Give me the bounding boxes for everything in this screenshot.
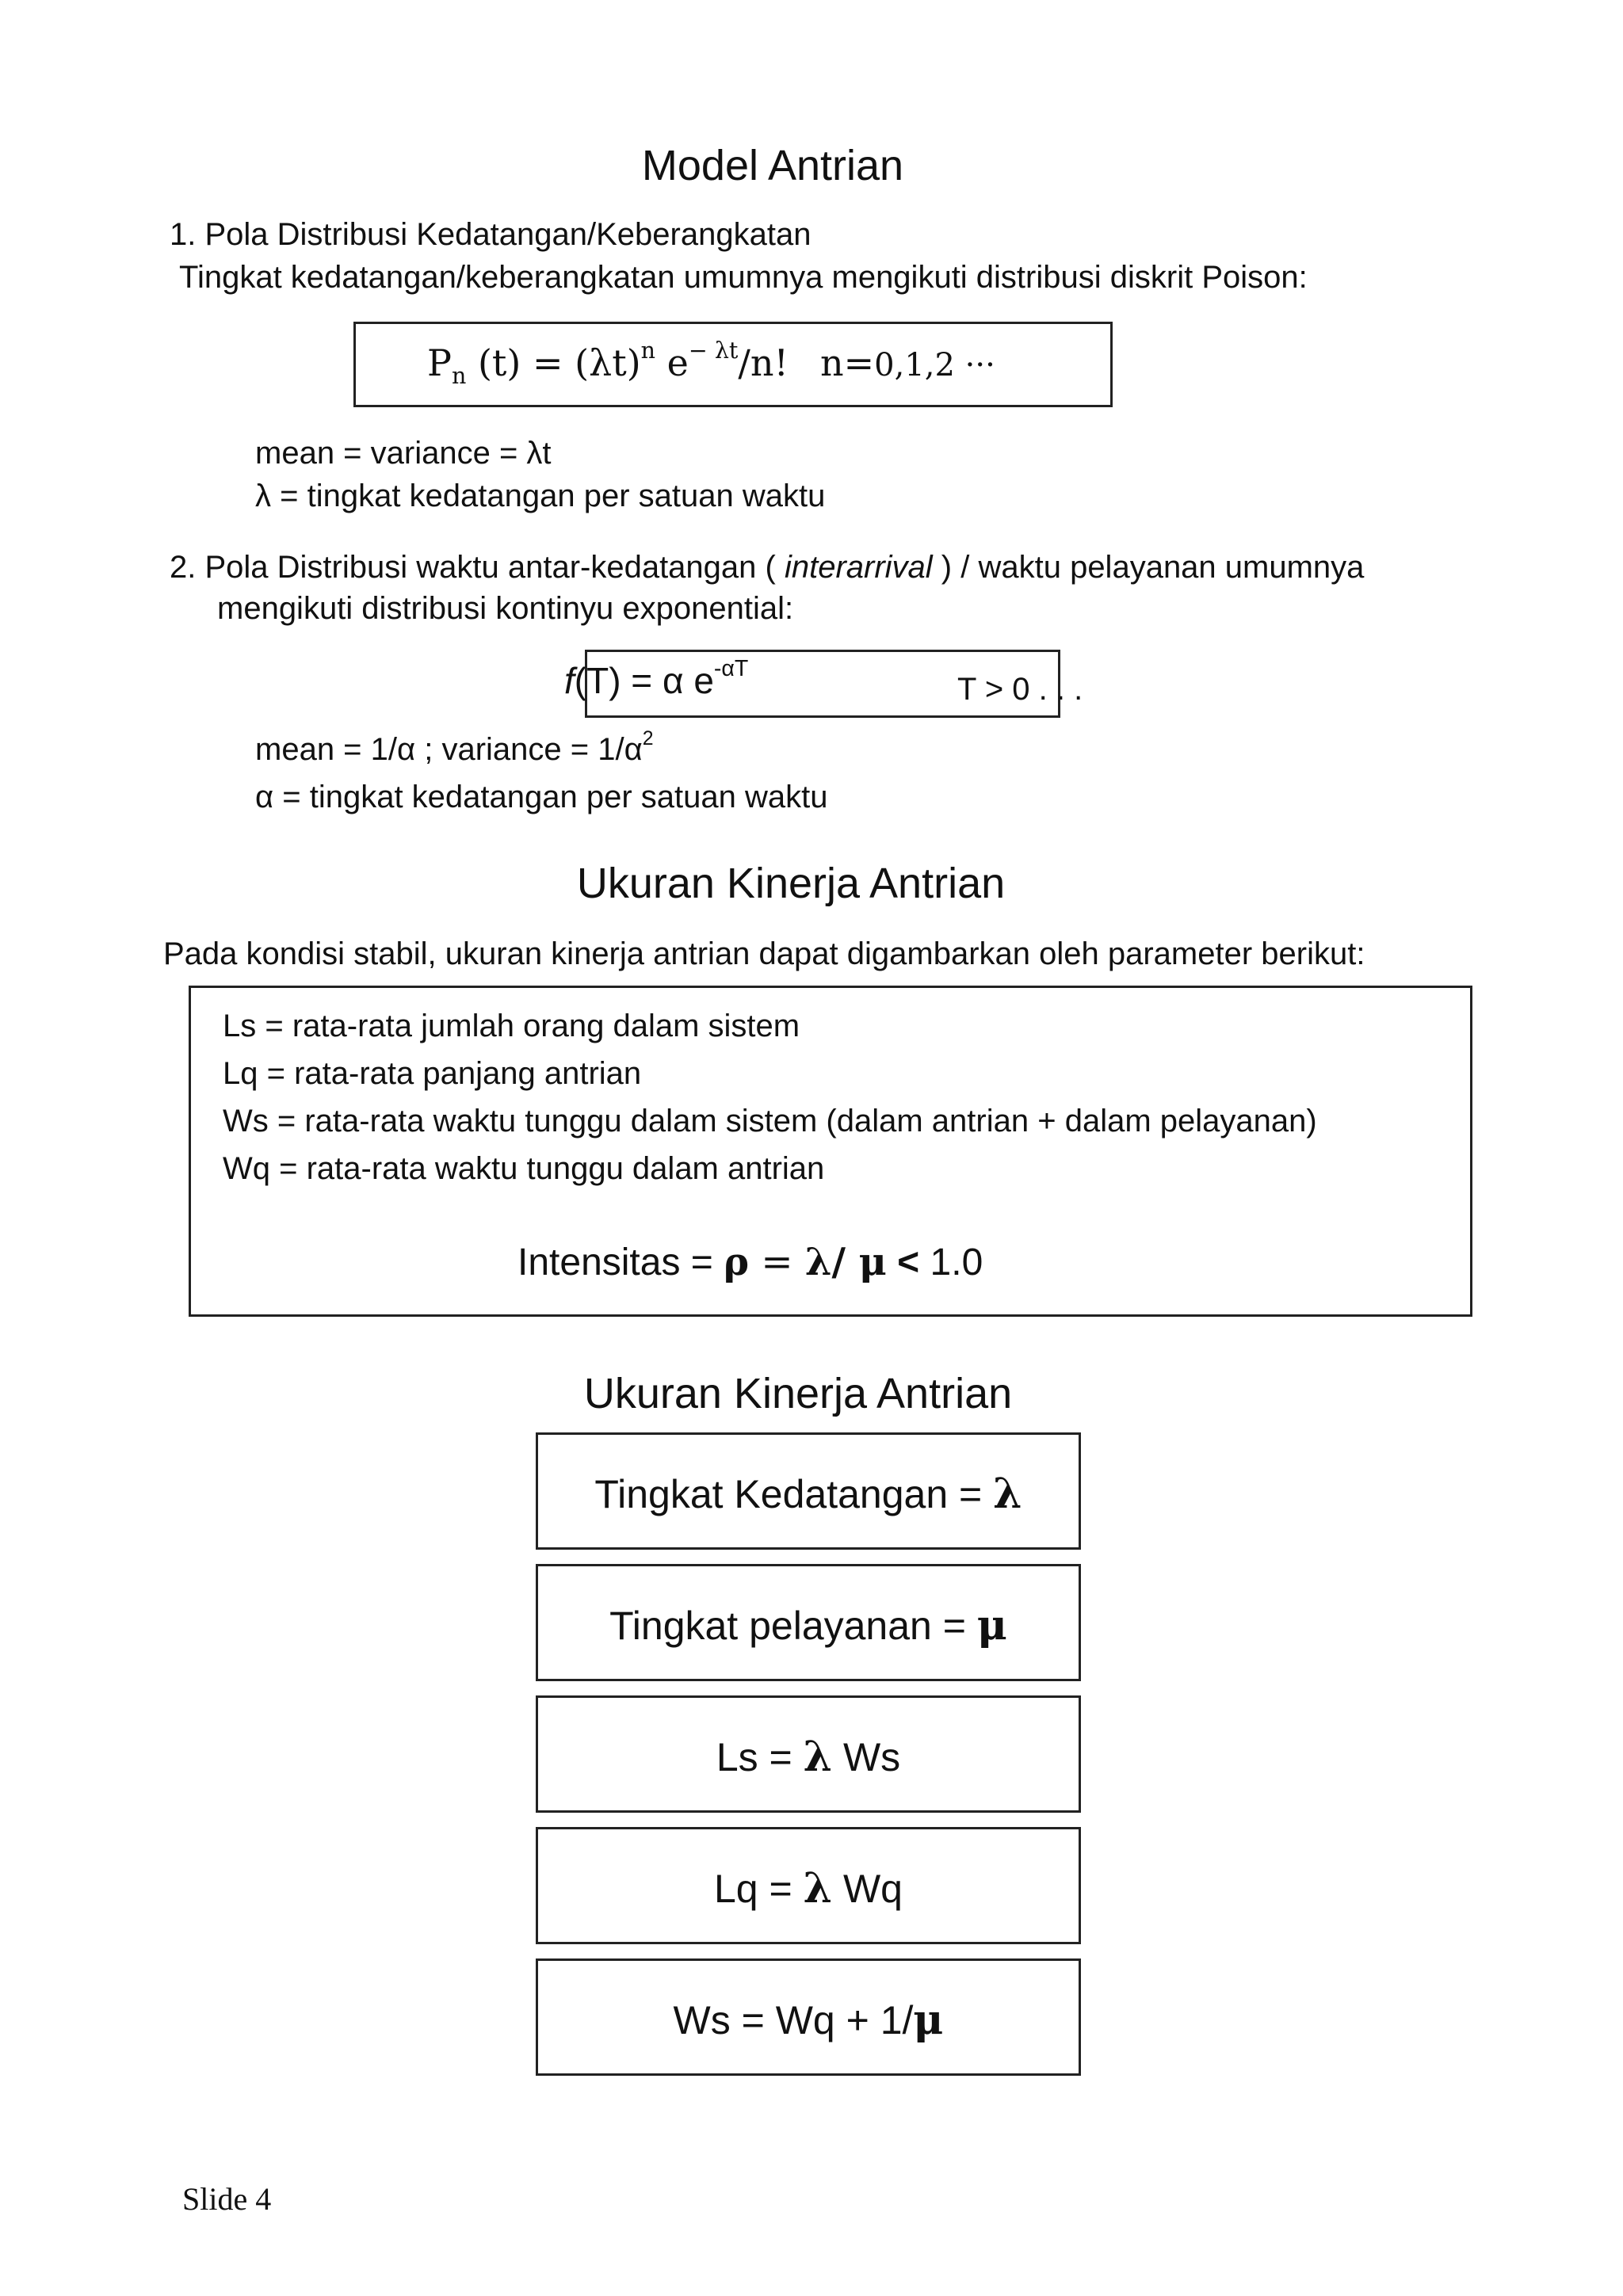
formula-ls xyxy=(538,1733,1079,1781)
section2-mean-text: mean = 1/α ; variance = 1/α xyxy=(255,732,643,767)
formula-box-ws xyxy=(536,1958,1081,2076)
intensity-label: Intensitas = xyxy=(517,1241,724,1283)
formula-f: f xyxy=(564,660,575,701)
formula-lq xyxy=(538,1864,1079,1913)
section2-heading xyxy=(170,550,1364,585)
formula-ws-text: Ws = Wq + 1/ xyxy=(673,1998,914,2042)
formula-service-rate xyxy=(538,1601,1079,1650)
poisson-formula xyxy=(427,337,995,390)
formula-ls-post: Ws xyxy=(832,1735,901,1779)
exponential-formula xyxy=(564,655,749,702)
section2-heading-pre: 2. Pola Distribusi waktu antar-kedatangan ( xyxy=(170,550,785,585)
formula-n-values: 0,1,2 ··· xyxy=(874,347,995,383)
intensity-formula xyxy=(517,1240,983,1284)
section3-description: Pada kondisi stabil, ukuran kinerja antrian dapat digambarkan oleh parameter berikut: xyxy=(163,936,1365,971)
section2-mean-line xyxy=(255,727,654,768)
formula-lhs: (t) = (λt) xyxy=(466,341,641,384)
section1-heading: 1. Pola Distribusi Kedatangan/Keberangkatan xyxy=(170,217,812,252)
intensity-lt: < xyxy=(886,1241,920,1283)
formula-arrival-rate xyxy=(538,1470,1079,1518)
formula-box-arrival-rate xyxy=(536,1432,1081,1550)
formula-service-text: Tingkat pelayanan = xyxy=(609,1604,977,1648)
poisson-formula-box xyxy=(353,322,1113,407)
slide-number: Slide 4 xyxy=(182,2181,272,2217)
definitions-box xyxy=(189,986,1472,1317)
formula-lq-post: Wq xyxy=(832,1867,903,1911)
section1-description: Tingkat kedatangan/keberangkatan umumnya mengikuti distribusi diskrit Poison: xyxy=(179,260,1308,295)
section1-lambda-line: λ = tingkat kedatangan per satuan waktu xyxy=(255,479,826,513)
exponential-condition: T > 0 . . . xyxy=(957,672,1083,707)
formula-exp-lt: − λt xyxy=(688,337,739,364)
formula-e: e xyxy=(655,341,689,384)
formula-box-service-rate xyxy=(536,1564,1081,1681)
intensity-lambda-mu: λ/ μ xyxy=(804,1240,887,1284)
definition-lq: Lq = rata-rata panjang antrian xyxy=(223,1056,642,1091)
formula-ws-symbol: μ xyxy=(913,1996,944,2044)
definition-wq: Wq = rata-rata waktu tunggu dalam antrian xyxy=(223,1151,825,1186)
formula-lq-text: Lq = xyxy=(714,1867,804,1911)
intensity-value: 1.0 xyxy=(919,1241,983,1283)
section1-mean-line: mean = variance = λt xyxy=(255,436,552,471)
formula-box-lq xyxy=(536,1827,1081,1944)
formula-main: (T) = α e xyxy=(574,660,714,701)
formula-arrival-text: Tingkat Kedatangan = xyxy=(594,1472,994,1516)
formula-arrival-symbol: λ xyxy=(993,1470,1022,1518)
formula-p: P xyxy=(427,341,452,384)
section2-heading-post: ) / waktu pelayanan umumnya xyxy=(932,550,1365,585)
formula-ws xyxy=(538,1996,1079,2044)
section2-heading-line2: mengikuti distribusi kontinyu exponential: xyxy=(217,591,794,626)
formula-box-ls xyxy=(536,1695,1081,1813)
section2-alpha-line: α = tingkat kedatangan per satuan waktu xyxy=(255,780,828,814)
definition-ls: Ls = rata-rata jumlah orang dalam sistem xyxy=(223,1009,800,1043)
formula-exp: -αT xyxy=(713,655,749,681)
section2-heading-em: interarrival xyxy=(784,550,933,585)
formula-service-symbol: μ xyxy=(976,1601,1007,1650)
formula-n-label: n= xyxy=(820,341,875,384)
formula-p-sub: n xyxy=(451,363,467,390)
definition-ws: Ws = rata-rata waktu tunggu dalam sistem (dalam antrian + dalam pelayanan) xyxy=(223,1104,1317,1138)
intensity-eq: = xyxy=(749,1240,805,1284)
section4-title: Ukuran Kinerja Antrian xyxy=(583,1370,1013,1417)
formula-lq-symbol: λ xyxy=(803,1864,833,1913)
formula-ls-text: Ls = xyxy=(716,1735,804,1779)
intensity-rho: ρ xyxy=(724,1240,750,1284)
formula-exp-n: n xyxy=(640,337,656,364)
formula-tail: /n! xyxy=(738,341,789,384)
page-title: Model Antrian xyxy=(641,142,904,189)
section2-mean-exp: 2 xyxy=(642,727,654,749)
section3-title: Ukuran Kinerja Antrian xyxy=(576,860,1006,907)
formula-ls-symbol: λ xyxy=(803,1733,833,1781)
